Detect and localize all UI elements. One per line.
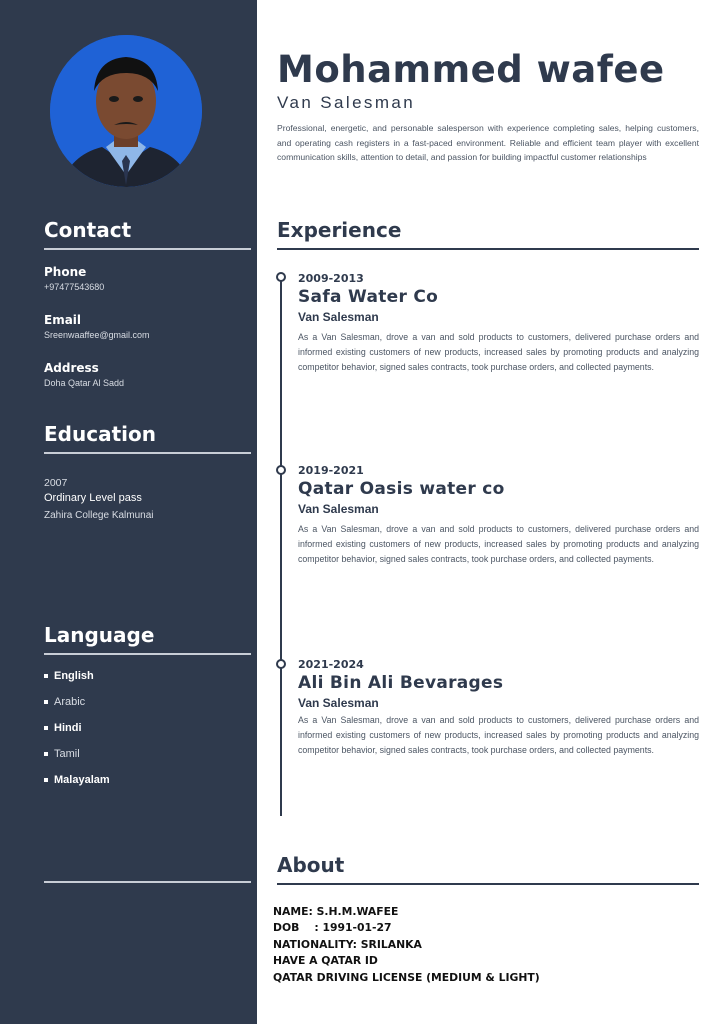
education-school: Zahira College Kalmunai [44, 510, 154, 521]
language-heading: Language [44, 623, 251, 655]
timeline-dot [276, 272, 286, 282]
about-line: HAVE A QATAR ID [273, 954, 378, 968]
main-content [257, 0, 725, 1024]
language-item: Arabic [44, 694, 110, 720]
phone-label: Phone [44, 265, 87, 279]
language-item: English [44, 668, 110, 694]
email-label: Email [44, 313, 82, 327]
experience-description: As a Van Salesman, drove a van and sold products to customers, delivered purchase orders and informed existing customers of new products, increased sales by promoting products and analyzing competitor behavior, signed sales contracts, took purchase orders, and collected payments. [298, 524, 699, 564]
timeline-line [280, 276, 282, 816]
experience-description: As a Van Salesman, drove a van and sold products to customers, delivered purchase orders and informed existing customers of new products, increased sales by promoting products and analyzing competitor behavior, signed sales contracts, took purchase orders, and collected payments. [298, 715, 699, 755]
education-degree: Ordinary Level pass [44, 492, 142, 504]
profile-title: Van Salesman [277, 93, 416, 112]
about-list [273, 904, 713, 986]
experience-item [298, 272, 699, 374]
about-line: DOB : 1991-01-27 [273, 921, 392, 935]
about-heading: About [277, 853, 699, 885]
language-item: Malayalam [44, 772, 110, 798]
experience-years: 2009-2013 [298, 272, 364, 285]
about-line: NATIONALITY: SRILANKA [273, 937, 422, 951]
timeline-dot [276, 465, 286, 475]
timeline-dot [276, 659, 286, 669]
experience-description: As a Van Salesman, drove a van and sold products to customers, delivered purchase orders and informed existing customers of new products, increased sales by promoting products and analyzing competitor behavior, signed sales contracts, took purchase orders, and collected payments. [298, 332, 699, 372]
experience-years: 2021-2024 [298, 658, 364, 671]
experience-company: Safa Water Co [298, 287, 439, 307]
experience-item [298, 658, 699, 757]
profile-name: Mohammed wafee [277, 48, 665, 91]
language-item: Tamil [44, 746, 110, 772]
profile-summary: Professional, energetic, and personable salesperson with experience completing sales, helping customers, and operating cash registers in a fast-paced environment. Reliable and efficient team player with excellent communication skills, attention to detail, and passion for building impactful customer relationships [277, 123, 699, 163]
address-value: Doha Qatar Al Sadd [44, 378, 125, 388]
experience-company: Qatar Oasis water co [298, 479, 505, 499]
about-line: QATAR DRIVING LICENSE (MEDIUM & LIGHT) [273, 970, 540, 984]
experience-years: 2019-2021 [298, 464, 364, 477]
experience-company: Ali Bin Ali Bevarages [298, 673, 504, 693]
address-label: Address [44, 361, 99, 375]
profile-photo [50, 35, 202, 187]
education-heading: Education [44, 422, 251, 454]
language-list [44, 668, 110, 798]
phone-value: +97477543680 [44, 282, 105, 292]
experience-item [298, 464, 699, 566]
education-year: 2007 [44, 477, 68, 489]
person-portrait-icon [50, 35, 202, 187]
language-item: Hindi [44, 720, 110, 746]
experience-role: Van Salesman [298, 310, 379, 324]
email-value: Sreenwaaffee@gmail.com [44, 330, 150, 340]
experience-role: Van Salesman [298, 696, 379, 710]
about-line: NAME: S.H.M.WAFEE [273, 905, 399, 918]
sidebar [0, 0, 257, 1024]
contact-heading: Contact [44, 218, 251, 250]
experience-role: Van Salesman [298, 502, 379, 516]
sidebar-divider [44, 881, 251, 883]
experience-heading: Experience [277, 218, 699, 250]
